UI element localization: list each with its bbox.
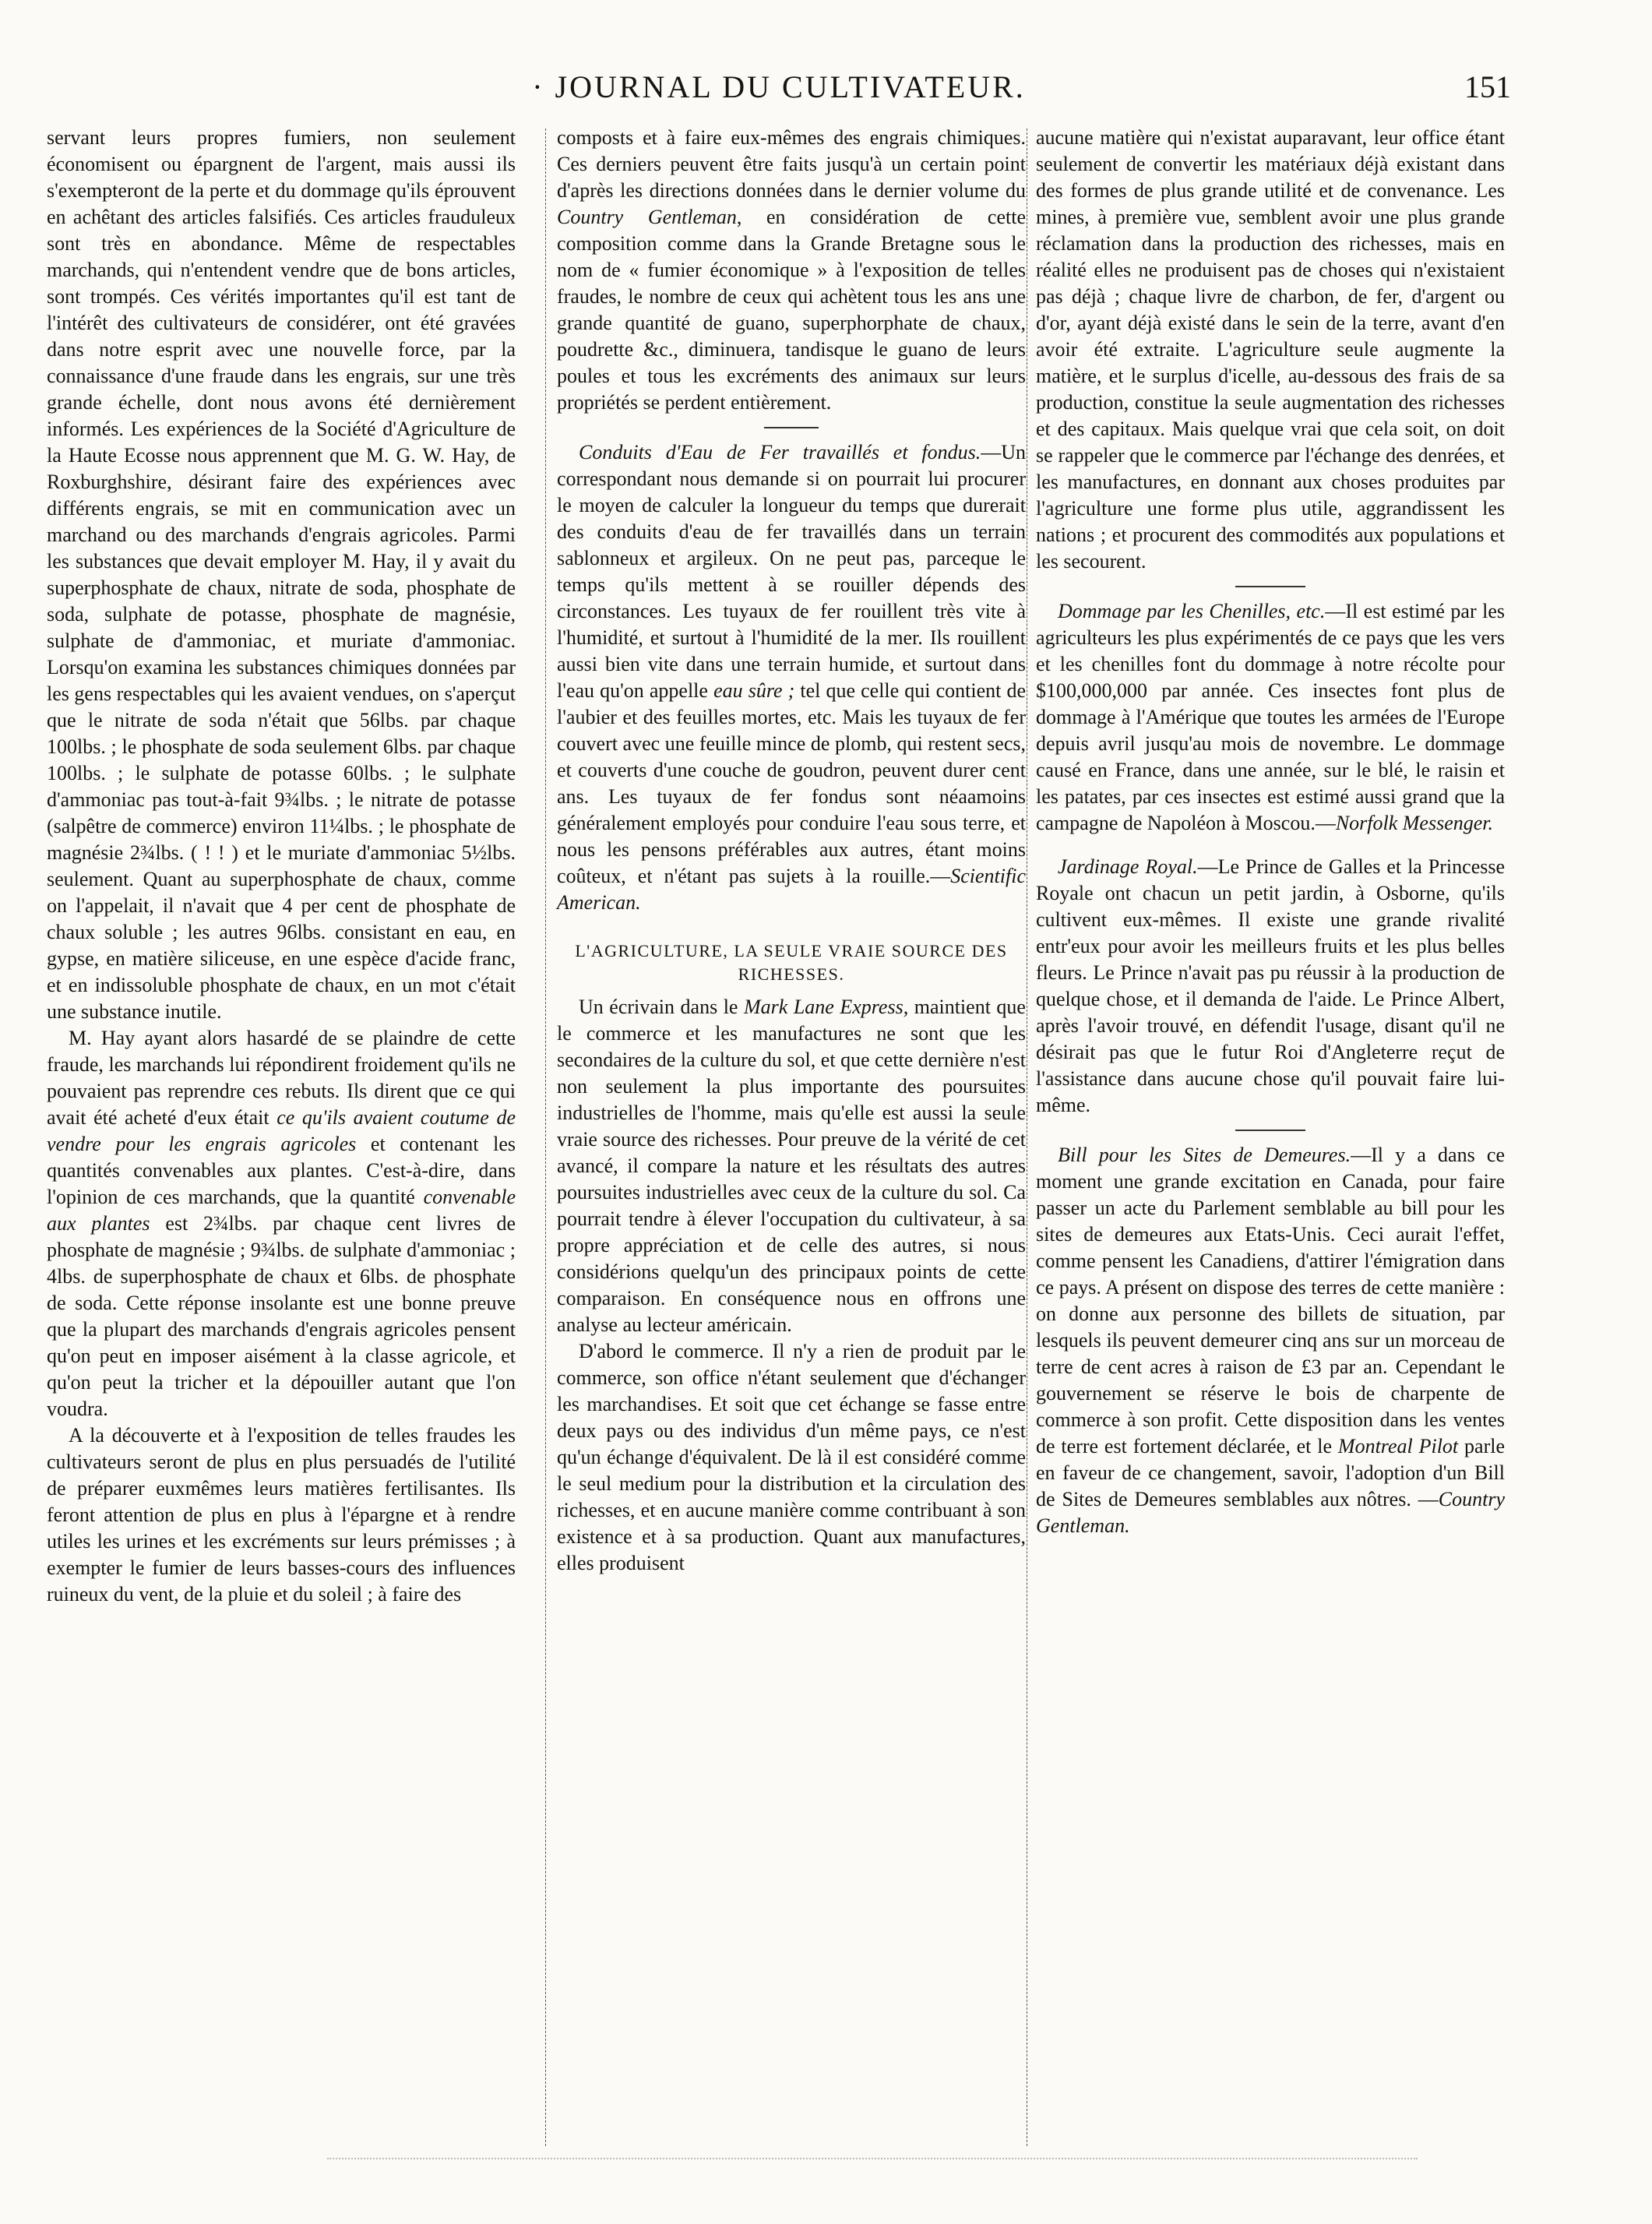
italic-text: Country Gentleman: [557, 206, 737, 228]
article-paragraph: [1036, 1142, 1505, 1539]
article-paragraph: [1036, 598, 1505, 837]
article-title: Conduits d'Eau de Fer travaillés et fondus.: [579, 441, 981, 463]
section-separator: [764, 427, 819, 428]
text-run: , en considération de cette composition comme dans la Grande Bretagne sous le nom de « fumier économique » à l'exposition de telles fraudes, le nombre de ceux qui achètent tous les ans une grande quantité de guano, superphorphate de chaux, poudrette &c., diminuera, tandisque le guano de leurs poules et tous les excréments des animaux sur leurs propriétés se perdent entièrement.: [557, 206, 1026, 414]
section-separator: [1235, 1130, 1305, 1131]
text-run: et contenant les quantités convenables aux plantes. C'est-à-dire, dans l'opinion de ces marchands, que la quantité: [47, 1133, 516, 1208]
article-paragraph: [557, 125, 1026, 416]
italic-text: ce qu'ils avaient coutume de vendre pour les engrais agricoles: [47, 1106, 516, 1155]
article-paragraph: A la découverte et à l'exposition de telles fraudes les cultivateurs seront de plus en plus persuadés de l'utilité de préparer euxmêmes leurs matières fertilisantes. Ils feront attention de plus en plus à l'épargne et à rendre utiles les urines et les excréments sur leurs prémisses ; à exempter le fumier de leurs basses-cours des influences ruineux du vent, de la pluie et du soleil ; à faire des: [47, 1424, 516, 1605]
article-title: Dommage par les Chenilles, etc.: [1058, 600, 1326, 622]
column-3: [1036, 125, 1505, 2150]
page-number: 151: [1464, 69, 1511, 104]
column-2: [557, 125, 1026, 2150]
text-run: tel que celle qui contient de l'aubier et des feuilles mortes, etc. Mais les tuyaux de fer couvert avec une feuille mince de plomb, qui restent secs, et couverts d'une couche de goudron, peuvent durer cent ans. Les tuyaux de fer fondus sont néaamoins généralement employés pour conduire l'eau sous terre, et nous les pensons préférables aux autres, étant moins coûteux, et n'étant pas sujets à la rouille.—: [557, 679, 1027, 887]
running-header: [47, 69, 1511, 115]
italic-text: Mark Lane Express,: [744, 996, 909, 1018]
italic-text: Montreal Pilot: [1337, 1435, 1459, 1457]
article-paragraph: servant leurs propres fumiers, non seulement économisent ou épargnent de l'argent, mais aussi ils s'exempteront de la perte et du dommage qu'ils éprouvent en achêtant des articles falsifiés. Ces articles frauduleux sont très en abondance. Même de respectables marchands, qui n'entendent vendre que de bons articles, sont trompés. Ces vérités importantes qu'il est tant de l'intérêt des cultivateurs de considérer, ont été gravées dans notre esprit avec une nouvelle force, par la connaissance d'une fraude dans les engrais, sur une très grande échelle, dont nous avons été dernièrement informés. Les expériences de la Société d'Agriculture de la Haute Ecosse nous apprennent que M. G. W. Hay, de Roxburghshire, désirant faire des expériences avec différents engrais, se mit en communication avec un marchand ou des marchands d'engrais agricoles. Parmi les substances que devait employer M. Hay, il y avait du superphosphate de chaux, nitrate de soda, phosphate de soda, sulphate de potasse, phosphate de magnésie, sulphate de d'ammoniac, et muriate d'ammoniac. Lorsqu'on examina les substances chimiques données par les gens respectables qui les avaient vendues, on s'aperçut que le nitrate de soda n'était que 56lbs. par chaque 100lbs. ; le phosphate de soda seulement 6lbs. par chaque 100lbs. ; le sulphate de potasse 60lbs. ; le sulphate d'ammoniac pas tout-à-fait 9¾lbs. ; le nitrate de potasse (salpêtre de commerce) environ 11¼lbs. ; le phosphate de magnésie 2¾lbs. ( ! ! ) et le muriate d'ammoniac 5½lbs. seulement. Quant au superphosphate de chaux, comme on l'appelait, il n'avait que 4 per cent de phosphate de chaux soluble ; les autres 96lbs. consistant en eau, en gypse, en matière siliceuse, en une espèce d'acide franc, et en indissoluble phosphate de chaux, en un mot c'était une substance inutile.: [47, 126, 516, 1023]
section-separator: [1235, 586, 1305, 587]
text-run: —Il y a dans ce moment une grande excitation en Canada, pour faire passer un acte du Parlement semblable au bill pour les sites de demeures aux Etats-Unis. Ceci aurait l'effet, comme pensent les Canadiens, d'attirer l'émigration dans ce pays. A présent on dispose des terres de cette manière : on donne aux personne des billets de situation, par lesquels ils peuvent demeurer cinq ans sur un morceau de terre de cent acres à raison de £3 par an. Cependant le gouvernement se réserve le bois de charpente de commerce à son profit. Cette disposition dans les ventes de terre est fortement déclarée, et le: [1036, 1144, 1505, 1457]
text-run: composts et à faire eux-mêmes des engrais chimiques. Ces derniers peuvent être faits jusqu'à un certain point d'après les directions données dans le dernier volume du: [557, 126, 1026, 202]
article-paragraph: [47, 1025, 516, 1422]
article-heading: L'AGRICULTURE, LA SEULE VRAIE SOURCE DES RICHESSES.: [575, 941, 1008, 984]
article-paragraph: [557, 439, 1026, 916]
text-run: Un écrivain dans le: [579, 996, 744, 1018]
article-source: Scientific American.: [557, 865, 1026, 914]
article-paragraph: [1036, 854, 1505, 1119]
article-paragraph: [557, 994, 1026, 1338]
article-title: Bill pour les Sites de Demeures.: [1058, 1144, 1351, 1166]
column-1: [47, 125, 516, 2150]
text-run: est 2¾lbs. par chaque cent livres de phosphate de magnésie ; 9¾lbs. de sulphate d'ammoniac ; 4lbs. de superphosphate de chaux et 6lbs. de phosphate de soda. Cette réponse insolante est une bonne preuve que la plupart des marchands d'engrais agricoles pensent qu'on peut en imposer aisément à la classe agricole, et qu'on peut la tricher et la dépouiller autant que l'on voudra.: [47, 1212, 516, 1420]
spacer: [1036, 837, 1505, 854]
spacer: [557, 916, 1026, 933]
article-paragraph: aucune matière qui n'existat auparavant, leur office étant seulement de convertir les matériaux déjà existant dans des formes de plus grande utilité et de convenance. Les mines, à première vue, semblent avoir une plus grande réclamation dans la production des richesses, mais en réalité elles ne produisent pas de choses qui n'existaient pas déjà ; chaque livre de charbon, de fer, d'argent ou d'or, ayant déjà existé dans le sein de la terre, avant d'en avoir été extraite. L'agriculture seule augmente la matière, et le surplus d'icelle, au-dessous des frais de sa production, constitue la seule augmentation des richesses et des capitaux. Mais quelque vrai que cela soit, on doit se rappeler que le commerce par l'échange des denrées, et les manufactures, en donnant aux choses produites par l'agriculture une forme plus utile, aggrandissent les nations ; et procurent des commodités aux populations et les secourent.: [1036, 126, 1505, 573]
italic-text: eau sûre ;: [713, 679, 795, 702]
journal-title: · JOURNAL DU CULTIVATEUR.: [532, 69, 1026, 104]
article-title: Jardinage Royal.: [1058, 855, 1198, 878]
text-run: maintient que le commerce et les manufactures ne sont que les secondaires de la culture du sol, et que cette dernière n'est non seulement la plus importante des poursuites industrielles de l'homme, mais qu'elle est aussi la seule vraie source des richesses. Pour preuve de la vérité de cet avancé, il compare la nature et les résultats des autres poursuites industrielles avec ceux de la culture du sol. Ca pourrait tendre à élever l'occupation du cultivateur, à sa propre appréciation et de celle des autres, si nous considérions quelqu'un des principaux points de cette comparaison. En conséquence nous en offrons une analyse au lecteur américain.: [557, 996, 1026, 1336]
article-source: Country Gentleman.: [1036, 1488, 1505, 1537]
text-run: M. Hay ayant alors hasardé de se plaindre de cette fraude, les marchands lui répondirent froidement qu'ils ne pouvaient pas reprendre ces rebuts. Ils dirent que ce qui avait été acheté d'eux était: [47, 1027, 516, 1129]
text-run: —Le Prince de Galles et la Princesse Royale ont chacun un petit jardin, à Osborne, qu'ils cultivent eux-mêmes. Il existe une grande rivalité entr'eux pour avoir les meilleurs fruits et les plus belles fleurs. Le Prince n'avait pas pu réussir à la production de quelque chose, et il demanda de l'aide. Le Prince Albert, après l'avoir trouvé, en défendit l'usage, disant qu'il ne désirait pas que le futur Roi d'Angleterre reçut de l'assistance dans aucune chose qu'il pouvait faire lui-même.: [1036, 855, 1506, 1116]
article-source: Norfolk Messenger.: [1335, 812, 1494, 834]
print-artifact: [327, 2158, 1418, 2166]
italic-text: convenable aux plantes: [47, 1186, 516, 1235]
text-run: —Un correspondant nous demande si on pourrait lui procurer le moyen de calculer la longueur du temps que durerait des conduits d'eau de fer travaillés dans un terrain sablonneux et argileux. On ne peut pas, parceque le temps qu'ils mettent à se rouiller dépends des circonstances. Les tuyaux de fer rouillent très vite à l'humidité, et surtout à l'humidité de la mer. Ils rouillent aussi bien vite dans une terrain humide, et surtout dans l'eau qu'on appelle: [557, 441, 1026, 702]
article-paragraph: D'abord le commerce. Il n'y a rien de produit par le commerce, son office n'étant seulement que d'échanger les marchandises. Et soit que cet échange se fasse entre deux pays ou des individus d'un même pays, ce n'est qu'un échange d'équivalent. De là il est considéré comme le seul medium pour la distribution et la circulation des richesses, et en aucune manière comme contribuant à son existence et à sa production. Quant aux manufactures, elles produisent: [557, 1340, 1026, 1574]
text-run: —Il est estimé par les agriculteurs les plus expérimentés de ce pays que les vers et les chenilles font du dommage à notre récolte pour $100,000,000 par année. Ces insectes font plus de dommage à l'Amérique que toutes les armées de l'Europe depuis avril jusqu'au mois de novembre. Le dommage causé en France, dans une année, sur le blé, le raisin et les patates, par ces insectes est estimé aussi grand que la campagne de Napoléon à Moscou.—: [1036, 600, 1506, 834]
column-rule: [545, 129, 546, 2146]
text-run: parle en faveur de ce changement, savoir, l'adoption d'un Bill de Sites de Demeures semblables aux nôtres. —: [1036, 1435, 1506, 1510]
